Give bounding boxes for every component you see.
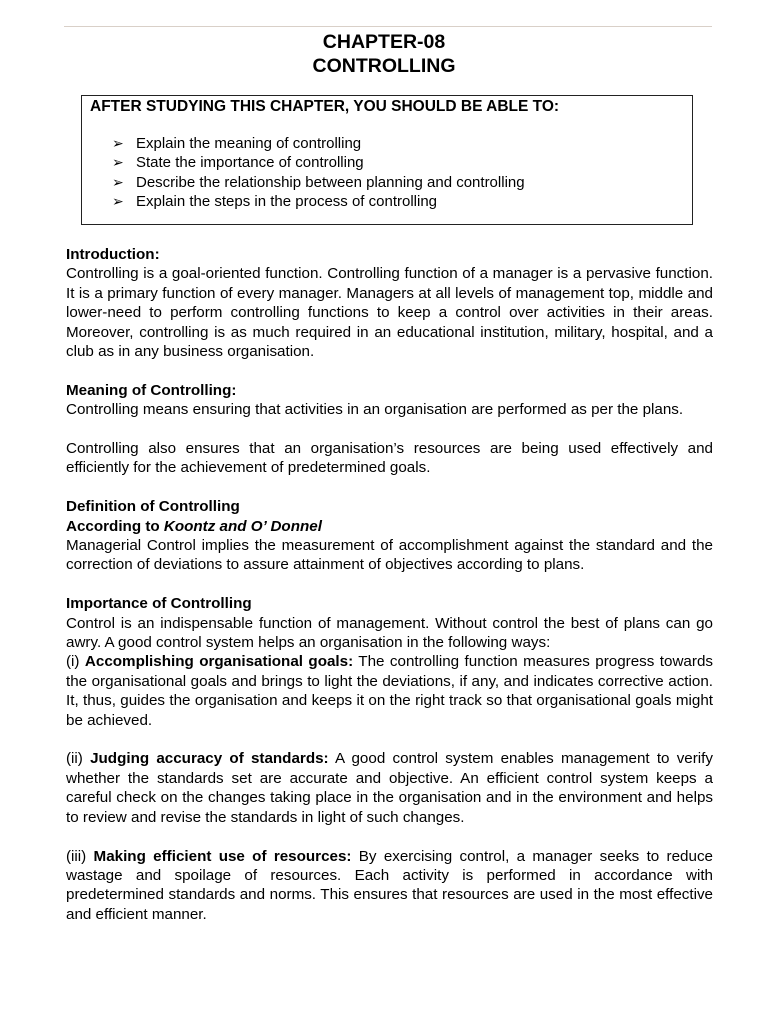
chapter-heading xyxy=(0,30,768,78)
definition-source xyxy=(66,517,713,536)
introduction-text: Controlling is a goal-oriented function. Controlling function of a manager is a pervasive function. It is a primary function of every manager. Managers at all levels of management top, middle and lower-need to perform controlling functions to keep a control over activities in their areas. Moreover, controlling is as much required in an educational institution, military, hospital, and a club as in any business organisation. xyxy=(66,265,713,361)
chapter-number: CHAPTER-08 xyxy=(322,31,446,53)
importance-intro: Control is an indispensable function of management. Without control the best of plans can go awry. A good control system helps an organisation in the following ways: xyxy=(66,614,713,652)
importance-section xyxy=(66,594,713,924)
point-title: Making efficient use of resources: xyxy=(93,847,352,865)
chapter-body xyxy=(66,245,713,924)
meaning-heading: Meaning of Controlling: xyxy=(66,381,237,399)
objective-text: Describe the relationship between planning and controlling xyxy=(136,173,525,191)
list-item xyxy=(112,153,525,172)
chapter-title: CONTROLLING xyxy=(312,55,456,77)
definition-heading: Definition of Controlling xyxy=(66,498,240,516)
list-item xyxy=(112,134,525,153)
objective-text: Explain the steps in the process of controlling xyxy=(136,193,438,211)
objective-text: Explain the meaning of controlling xyxy=(136,135,362,152)
introduction-heading: Introduction: xyxy=(66,246,160,263)
point-text: The controlling function measures progress towards the organisational goals and brings to light the deviations, if any, and indicates corrective action. It, thus, guides the organisation and keeps it on the right track so that organisational goals might be achieved. xyxy=(66,653,713,729)
top-rule xyxy=(64,26,712,27)
objectives-list xyxy=(112,134,525,212)
definition-text: Managerial Control implies the measurement of accomplishment against the standard and the correction of deviations to assure attainment of objectives according to plans. xyxy=(66,537,713,574)
arrow-bullet-icon: ➢ xyxy=(112,135,124,151)
arrow-bullet-icon: ➢ xyxy=(112,173,124,190)
point-number: (ii) xyxy=(66,750,91,768)
point-text: By exercising control, a manager seeks to reduce wastage and spoilage of resources. Each activity is performed in accordance with predetermined standards and norms. This ensures that resources are used in the most effective and efficient manner. xyxy=(66,847,713,923)
point-number: (iii) xyxy=(66,847,94,865)
point-text: A good control system enables management to verify whether the standards set are accurate and objective. An efficient control system keeps a careful check on the changes taking place in the organisation and in the environment and helps to review and revise the standards in light of such changes. xyxy=(66,750,713,826)
objective-text: State the importance of controlling xyxy=(136,154,364,172)
meaning-paragraph-1: Controlling means ensuring that activities in an organisation are performed as per the plans. xyxy=(66,401,684,419)
point-title: Accomplishing organisational goals: xyxy=(84,653,354,671)
list-item xyxy=(112,192,525,211)
meaning-section xyxy=(66,381,713,478)
objectives-heading: AFTER STUDYING THIS CHAPTER, YOU SHOULD BE ABLE TO: xyxy=(90,98,560,115)
importance-heading: Importance of Controlling xyxy=(66,595,252,613)
importance-point-3 xyxy=(66,847,713,925)
list-item xyxy=(112,173,525,192)
definition-section xyxy=(66,497,713,575)
definition-author: Koontz and O’ Donnel xyxy=(163,517,322,535)
learning-objectives-box xyxy=(81,95,693,225)
point-number: (i) xyxy=(66,653,85,671)
arrow-bullet-icon: ➢ xyxy=(112,193,124,210)
point-title: Judging accuracy of standards: xyxy=(90,750,329,768)
meaning-paragraph-2: Controlling also ensures that an organisation’s resources are being used effectively and efficiently for the achievement of predetermined goals. xyxy=(66,440,713,477)
according-prefix: According to xyxy=(66,517,164,535)
importance-point-2 xyxy=(66,749,713,827)
arrow-bullet-icon: ➢ xyxy=(112,154,124,171)
introduction-section xyxy=(66,245,713,361)
importance-point-1 xyxy=(66,652,713,730)
